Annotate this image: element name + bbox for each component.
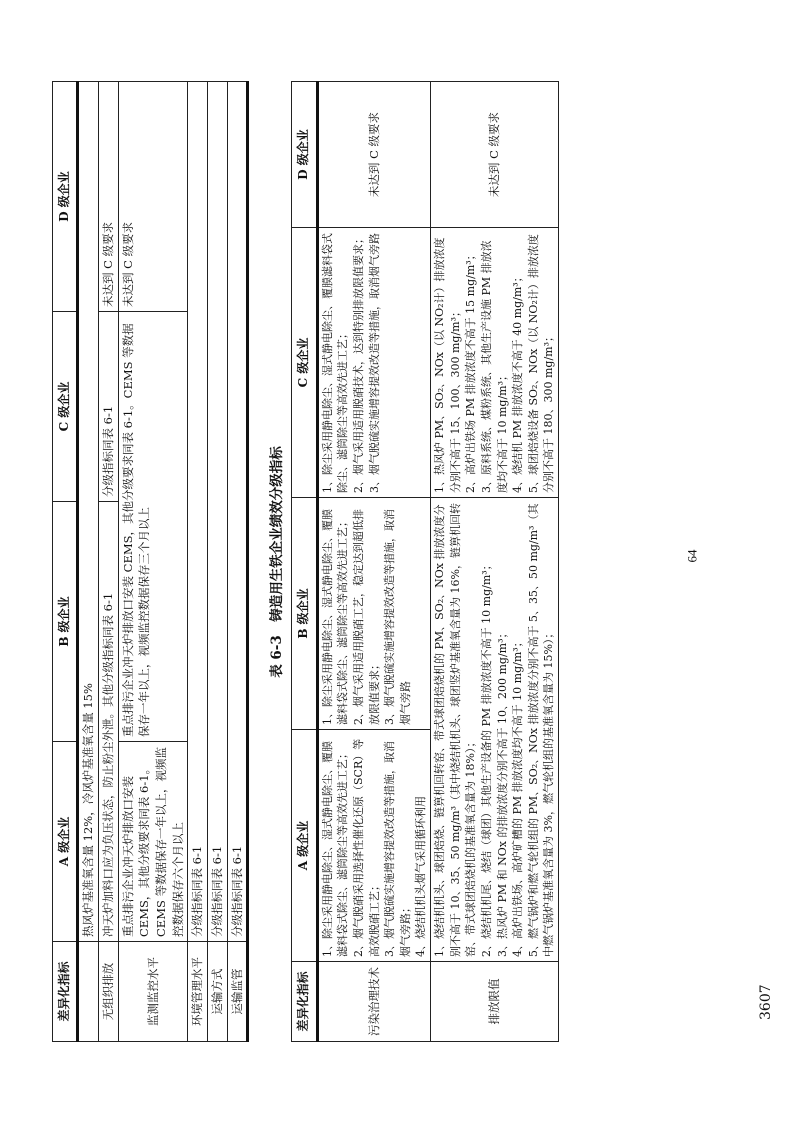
header-c: C 级企业	[53, 311, 78, 501]
row-label: 排放限值	[431, 961, 559, 1041]
cell-line: 2、烟气脱硝采用选择性催化还原（SCR）等高效脱硝工艺；	[352, 738, 381, 957]
header-indicator: 差异化指标	[292, 961, 317, 1041]
cell-line: 3、烟气脱硫实施增容提效改造等措施，取消烟气旁路	[383, 508, 412, 725]
header-a: A 级企业	[292, 729, 317, 961]
table-cell	[78, 941, 99, 1041]
table-cell	[317, 227, 430, 497]
table-caption: 表 6-3 铸造用生铁企业绩效分级指标	[269, 445, 286, 678]
cell-line: 3、烟气脱硫实施增容提效改造等措施，取消烟气旁路	[367, 232, 381, 493]
table-cell: 分级指标同表 6-1	[99, 311, 119, 501]
row-label: 监测监控水平	[118, 941, 188, 1041]
cell-line: 4、烧结机机头烟气采用循环利用	[414, 795, 428, 957]
cell-line: 4、烧结机 PM 排放浓度不高于 40 mg/m³；	[511, 270, 525, 493]
table-cell: 热风炉基准氧含量 12%，冷风炉基准氧含量 15%	[78, 81, 99, 941]
table-cell: 分级指标同表 6-1	[208, 81, 228, 941]
header-d: D 级企业	[53, 81, 78, 311]
table-cell: 冲天炉加料口应为负压状态，防止粉尘外泄。其他分级指标同表 6-1	[99, 501, 119, 941]
cell-line: 1、除尘采用静电除尘、湿式静电除尘、覆膜滤料袋式除尘、滤筒除尘等高效先进工艺；	[320, 508, 350, 725]
table-top-body	[52, 81, 249, 1042]
page-number: 64	[684, 549, 700, 563]
header-b: B 级企业	[292, 497, 317, 729]
cell-line: 2、烟气采用适用脱硝技术，达到特别排放限值要求；	[352, 232, 366, 493]
header-d: D 级企业	[292, 81, 317, 227]
cell-line: 2、烟气采用适用脱硝工艺，稳定达到超低排放限值要求；	[352, 508, 381, 725]
cell-line: 2、高炉出铁场 PM 排放浓度不高于 15 mg/m³；	[464, 248, 478, 493]
cell-line: 1、烧结机机头、球团焙烧、链箅机回转窑、带式球团焙烧机的 PM、SO₂、NOx 排放浓度分别不高于 10、35、50 mg/m³（其中烧结机机头、球团竖炉基准氧含量为 16%，链箅机回转窑、带式球团焙烧机的基准氧含量为 18%）；	[433, 502, 478, 957]
header-c: C 级企业	[292, 227, 317, 497]
table-cell: 未达到 C 级要求	[431, 81, 559, 227]
row-label: 运输监管	[227, 941, 248, 1041]
row-label: 环境管理水平	[188, 941, 208, 1041]
cell-line: 3、热风炉 PM 和 NOx 的排放浓度分别不高于 10、200 mg/m³；	[495, 627, 509, 957]
cell-line: 1、除尘采用静电除尘、湿式静电除尘、覆膜滤料袋式除尘、滤筒除尘等高效先进工艺；	[320, 232, 350, 493]
table-cell: 未达到 C 级要求	[317, 81, 430, 227]
table-cell: 未达到 C 级要求	[99, 81, 119, 311]
table-cell: 重点排污企业冲天炉排放口安装 CEMS，其他分级要求同表 6-1。CEMS 等数据保存一年以上，视频监控数据保存三个月以上	[118, 311, 188, 741]
doc-number: 3607	[758, 983, 774, 1020]
header-indicator: 差异化指标	[53, 941, 78, 1041]
cell-line: 2、烧结机机尾、烧结（球团）其他生产设备的 PM 排放浓度不高于 10 mg/m³；	[479, 558, 493, 957]
row-label: 无组织排放	[99, 941, 119, 1041]
row-label: 运输方式	[208, 941, 228, 1041]
cell-line: 5、燃气锅炉和燃气轮机组的 PM、SO₂、NOx 排放浓度分别不高于 5、35、50 mg/m³（其中燃气锅炉基准氧含量为 3%，燃气轮机组的基准氧含量为 15%）；	[526, 503, 556, 957]
table-cell	[431, 497, 559, 961]
table-cell: 未达到 C 级要求	[118, 81, 188, 311]
rotated-page-content	[52, 82, 774, 1042]
table-cell	[317, 729, 430, 961]
table-cell	[431, 227, 559, 497]
table-cell: 分级指标同表 6-1	[227, 81, 248, 941]
cell-line: 1、除尘采用静电除尘、湿式静电除尘、覆膜滤料袋式除尘、滤筒除尘等高效先进工艺；	[320, 740, 350, 957]
header-b: B 级企业	[53, 501, 78, 741]
table-cell	[317, 497, 430, 729]
cell-line: 5、球团焙烧设备 SO₂、NOx（以 NO₂计）排放浓度分别不高于 180、300 mg/m³；	[526, 233, 556, 493]
cell-line: 1、热风炉 PM、SO₂、NOx（以 NO₂计）排放浓度分别不高于 15、100、300 mg/m³；	[433, 236, 462, 493]
row-label: 污染治理技术	[317, 961, 430, 1041]
cell-line: 3、原料系统、煤粉系统、其他生产设施 PM 排放浓度均不高于 10 mg/m³；	[479, 239, 509, 493]
cell-line: 3、烟气脱硫实施增容提效改造等措施，取消烟气旁路；	[383, 740, 412, 957]
table-cell: 重点排污企业冲天炉排放口安装 CEMS，其他分级要求同表 6-1。CEMS 等数据保存一年以上，视频监控数据保存六个月以上	[118, 741, 188, 941]
cell-line: 4、高炉出铁场、高炉矿槽的 PM 排放浓度均不高于 10 mg/m³；	[511, 635, 525, 957]
table-cell: 分级指标同表 6-1	[188, 81, 208, 941]
table-bottom	[291, 81, 559, 1042]
header-a: A 级企业	[53, 741, 78, 941]
